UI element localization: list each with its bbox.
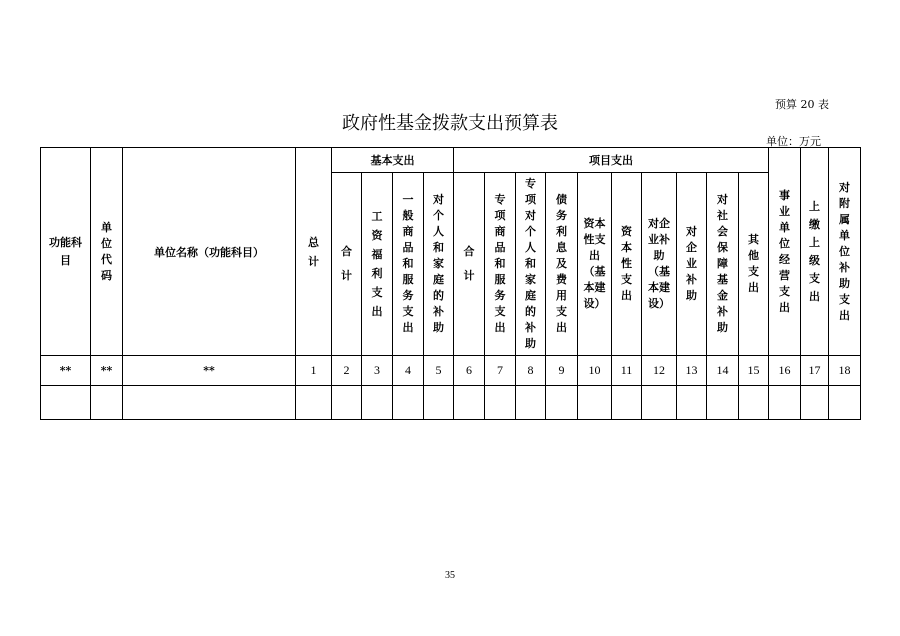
column-number: 11 bbox=[612, 356, 642, 386]
column-number: 9 bbox=[546, 356, 578, 386]
header-label: 合计 bbox=[340, 245, 352, 282]
table-cell bbox=[485, 386, 516, 420]
table-cell bbox=[578, 386, 612, 420]
column-number: 18 bbox=[829, 356, 861, 386]
group-header-basic: 基本支出 bbox=[332, 148, 454, 173]
header-unit-code bbox=[91, 148, 123, 356]
header-label: 单位名称（功能科目） bbox=[154, 245, 264, 259]
header-label: 对企业补助 bbox=[685, 225, 697, 302]
column-number: 1 bbox=[296, 356, 332, 386]
table-cell bbox=[516, 386, 546, 420]
header-label: 债务利息及费用支出 bbox=[555, 193, 567, 334]
column-number: 10 bbox=[578, 356, 612, 386]
table-cell bbox=[546, 386, 578, 420]
header-label: 功能科目 bbox=[49, 235, 82, 267]
header-label: 上缴上级支出 bbox=[808, 199, 820, 303]
table-cell bbox=[677, 386, 707, 420]
table-cell bbox=[642, 386, 677, 420]
header-label: 单位代码 bbox=[100, 220, 112, 282]
table-cell bbox=[829, 386, 861, 420]
header-unit-name bbox=[123, 148, 296, 356]
header-label: 资本性支出 bbox=[620, 225, 632, 302]
column-number: 4 bbox=[393, 356, 424, 386]
page-title: 政府性基金拨款支出预算表 bbox=[342, 113, 558, 134]
header-project-subtotal bbox=[454, 173, 485, 356]
header-institution-operating bbox=[769, 148, 801, 356]
table-cell bbox=[362, 386, 393, 420]
table-cell bbox=[41, 386, 91, 420]
budget-table bbox=[40, 147, 861, 420]
column-number-row bbox=[41, 356, 861, 386]
header-enterprise-subsidy-construction bbox=[642, 173, 677, 356]
table-cell bbox=[769, 386, 801, 420]
column-number: ** bbox=[91, 356, 123, 386]
header-label: 对社会保障基金补助 bbox=[716, 193, 728, 334]
header-basic-subtotal bbox=[332, 173, 362, 356]
page-number: 35 bbox=[445, 570, 455, 581]
header-row-group bbox=[41, 148, 861, 173]
column-number: 14 bbox=[707, 356, 739, 386]
header-label: 其他支出 bbox=[747, 233, 759, 294]
table-cell bbox=[123, 386, 296, 420]
header-function-category bbox=[41, 148, 91, 356]
table-cell bbox=[454, 386, 485, 420]
column-number: 15 bbox=[739, 356, 769, 386]
table-cell bbox=[91, 386, 123, 420]
table-cell bbox=[424, 386, 454, 420]
column-number: 5 bbox=[424, 356, 454, 386]
header-label: 资本性支出（基本建设） bbox=[583, 217, 606, 310]
header-label: 事业单位经营支出 bbox=[778, 188, 790, 314]
header-label: 专项商品和服务支出 bbox=[494, 193, 506, 334]
column-number: 3 bbox=[362, 356, 393, 386]
column-number: 6 bbox=[454, 356, 485, 386]
header-social-security-subsidy bbox=[707, 173, 739, 356]
column-number: 7 bbox=[485, 356, 516, 386]
header-label: 对企业补助（基本建设） bbox=[648, 217, 670, 310]
table-cell bbox=[612, 386, 642, 420]
table-cell bbox=[296, 386, 332, 420]
header-label: 对个人和家庭的补助 bbox=[432, 193, 444, 334]
column-number: 13 bbox=[677, 356, 707, 386]
table-cell bbox=[801, 386, 829, 420]
header-label: 总计 bbox=[307, 235, 319, 268]
header-individual-family-subsidy bbox=[424, 173, 454, 356]
column-number: 2 bbox=[332, 356, 362, 386]
header-remit-superior bbox=[801, 148, 829, 356]
header-capital-construction bbox=[578, 173, 612, 356]
header-label: 对附属单位补助支出 bbox=[838, 180, 850, 322]
column-number: 12 bbox=[642, 356, 677, 386]
header-affiliate-subsidy bbox=[829, 148, 861, 356]
column-number: 17 bbox=[801, 356, 829, 386]
table-cell bbox=[739, 386, 769, 420]
header-label: 工资福利支出 bbox=[371, 210, 383, 318]
header-special-goods-services bbox=[485, 173, 516, 356]
table-cell bbox=[393, 386, 424, 420]
header-enterprise-subsidy bbox=[677, 173, 707, 356]
header-goods-services bbox=[393, 173, 424, 356]
header-other bbox=[739, 173, 769, 356]
column-number: ** bbox=[41, 356, 91, 386]
header-label: 一般商品和服务支出 bbox=[402, 193, 414, 334]
group-header-project: 项目支出 bbox=[454, 148, 769, 173]
table-cell bbox=[332, 386, 362, 420]
header-label: 专项对个人和家庭的补助 bbox=[524, 177, 536, 350]
header-special-individual-family-subsidy bbox=[516, 173, 546, 356]
header-label: 合计 bbox=[463, 245, 475, 282]
table-row bbox=[41, 386, 861, 420]
header-debt-interest bbox=[546, 173, 578, 356]
column-number: 16 bbox=[769, 356, 801, 386]
unit-label: 单位：万元 bbox=[766, 135, 821, 148]
header-capital bbox=[612, 173, 642, 356]
column-number: 8 bbox=[516, 356, 546, 386]
table-cell bbox=[707, 386, 739, 420]
form-number: 预算 20 表 bbox=[775, 98, 829, 111]
header-wages-welfare bbox=[362, 173, 393, 356]
column-number: ** bbox=[123, 356, 296, 386]
header-total bbox=[296, 148, 332, 356]
